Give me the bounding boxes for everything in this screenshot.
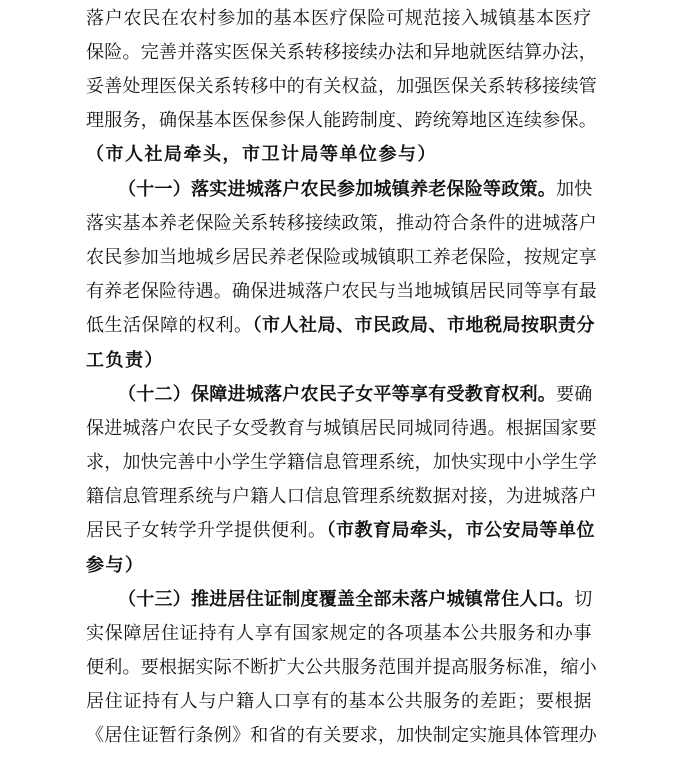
text-line (86, 309, 595, 343)
text-segment: 便利。要根据实际不断扩大公共服务范围并提高服务标准，缩小 (86, 657, 597, 678)
text-line (86, 651, 597, 685)
bold-text-segment: （市人社局、市民政局、市地税局按职责分 (252, 315, 595, 336)
text-segment: 要确 (556, 384, 593, 405)
text-line (86, 104, 597, 138)
text-segment: 居民子女转学升学提供便利。 (86, 520, 327, 541)
bold-text-segment: （十二）保障进城落户农民子女平等享有受教育权利。 (118, 384, 556, 405)
text-segment: 居住证持有人与户籍人口享有的基本公共服务的差距；要根据 (86, 691, 593, 712)
text-line (86, 549, 145, 583)
text-line (86, 2, 592, 36)
text-line (86, 344, 164, 378)
text-line (86, 138, 437, 172)
text-line (86, 70, 597, 104)
text-line (86, 275, 597, 309)
text-line (118, 378, 593, 412)
text-line (86, 617, 592, 651)
text-line (86, 719, 597, 753)
text-line (86, 514, 595, 548)
text-segment: 加快 (556, 179, 593, 200)
text-line (86, 207, 597, 241)
text-line (118, 173, 593, 207)
text-line (86, 480, 597, 514)
text-segment: 理服务，确保基本医保参保人能跨制度、跨统筹地区连续参保。 (86, 110, 597, 131)
text-line (86, 685, 592, 719)
text-line (118, 583, 593, 617)
text-segment: 籍信息管理系统与户籍人口信息管理系统数据对接，为进城落户 (86, 486, 597, 507)
text-segment: 求，加快完善中小学生学籍信息管理系统，加快实现中小学生学 (86, 452, 597, 473)
bold-text-segment: 参与） (86, 555, 145, 576)
text-segment: 实保障居住证持有人享有国家规定的各项基本公共服务和办事 (86, 623, 593, 644)
text-line (86, 241, 597, 275)
text-segment: 保险。完善并落实医保关系转移接续办法和异地就医结算办法， (86, 42, 597, 63)
text-segment: 有养老保险待遇。确保进城落户农民与当地城镇居民同等享有最 (86, 281, 597, 302)
text-segment: 落实基本养老保险关系转移接续政策，推动符合条件的进城落户 (86, 213, 597, 234)
text-segment: 落户农民在农村参加的基本医疗保险可规范接入城镇基本医疗 (86, 8, 593, 29)
bold-text-segment: （市人社局牵头，市卫计局等单位参与） (86, 144, 437, 165)
text-segment: 保进城落户农民子女受教育与城镇居民同城同待遇。根据国家要 (86, 418, 597, 439)
text-segment: 切 (574, 589, 593, 610)
text-line (86, 36, 597, 70)
text-segment: 农民参加当地城乡居民养老保险或城镇职工养老保险，按规定享 (86, 247, 597, 268)
text-line (86, 446, 597, 480)
bold-text-segment: （市教育局牵头，市公安局等单位 (326, 520, 595, 541)
text-segment: 《居住证暂行条例》和省的有关要求，加快制定实施具体管理办 (86, 725, 597, 746)
bold-text-segment: （十一）落实进城落户农民参加城镇养老保险等政策。 (118, 179, 556, 200)
text-segment: 妥善处理医保关系转移中的有关权益，加强医保关系转移接续管 (86, 76, 597, 97)
text-segment: 低生活保障的权利。 (86, 315, 253, 336)
bold-text-segment: （十三）推进居住证制度覆盖全部未落户城镇常住人口。 (118, 589, 575, 610)
bold-text-segment: 工负责） (86, 350, 164, 371)
text-line (86, 412, 597, 446)
